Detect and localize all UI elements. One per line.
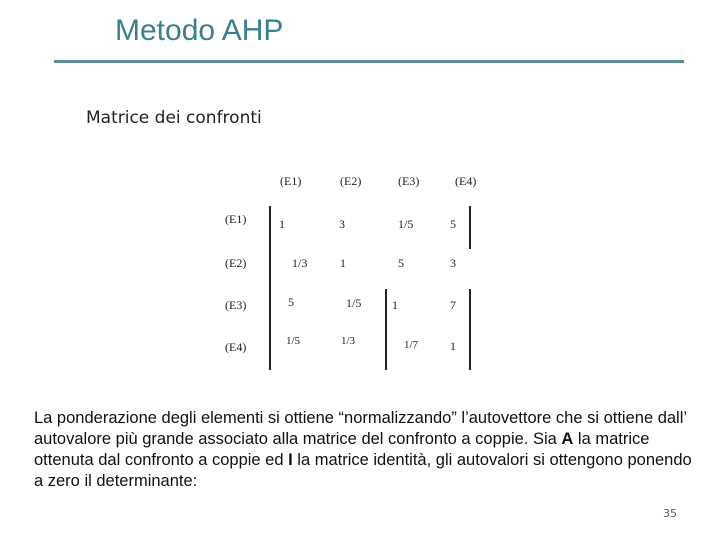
slide-title: Metodo AHP [115,14,284,47]
matrix-row-header: (E1) [225,212,247,226]
matrix-col-header: (E3) [398,174,420,188]
matrix-cell: 1 [392,298,398,312]
title-divider [54,60,684,63]
matrix-cell: 7 [450,298,456,312]
matrix-left-bracket [269,206,271,370]
body-text-part: la matrice ottenuta dal confronto a coppie ed [34,430,650,469]
slide-subtitle: Matrice dei confronti [86,108,262,128]
matrix-cell: 5 [450,217,456,231]
matrix-right-bracket-segment [469,206,471,249]
matrix-cell: 3 [450,256,456,270]
matrix-cell: 1 [450,339,456,353]
matrix-cell: 1/5 [346,296,362,310]
matrix-cell: 5 [398,256,404,270]
matrix-cell: 5 [288,295,294,309]
matrix-col-header: (E1) [280,174,302,188]
matrix-cell: 1 [279,217,285,231]
matrix-a-symbol: A [561,430,574,448]
matrix-cell: 1 [340,256,346,270]
body-text-part: La ponderazione degli elementi si ottiene “normalizzando” l’autovettore che si ottiene dall’ autovalore più grande associato alla matrice del confronto a coppie. Sia [34,409,687,448]
matrix-cell: 1/3 [292,256,308,270]
body-paragraph [34,408,694,492]
matrix-cell: 1/3 [341,335,356,347]
matrix-row-header: (E3) [225,298,247,312]
matrix-cell: 1/7 [404,339,419,351]
matrix-col-header: (E2) [340,174,362,188]
matrix-inner-bracket-segment [385,289,387,370]
matrix-row-header: (E2) [225,256,247,270]
body-text-part: la matrice identità, gli autovalori si ottengono ponendo a zero il determinante: [34,451,692,490]
matrix-cell: 1/5 [398,217,414,231]
identity-matrix-symbol: I [288,451,293,469]
page-number: 35 [663,507,677,520]
matrix-cell: 3 [339,217,345,231]
matrix-right-bracket-segment [469,289,471,370]
matrix-col-header: (E4) [455,174,477,188]
matrix-row-header: (E4) [225,340,247,354]
matrix-cell: 1/5 [286,335,301,347]
